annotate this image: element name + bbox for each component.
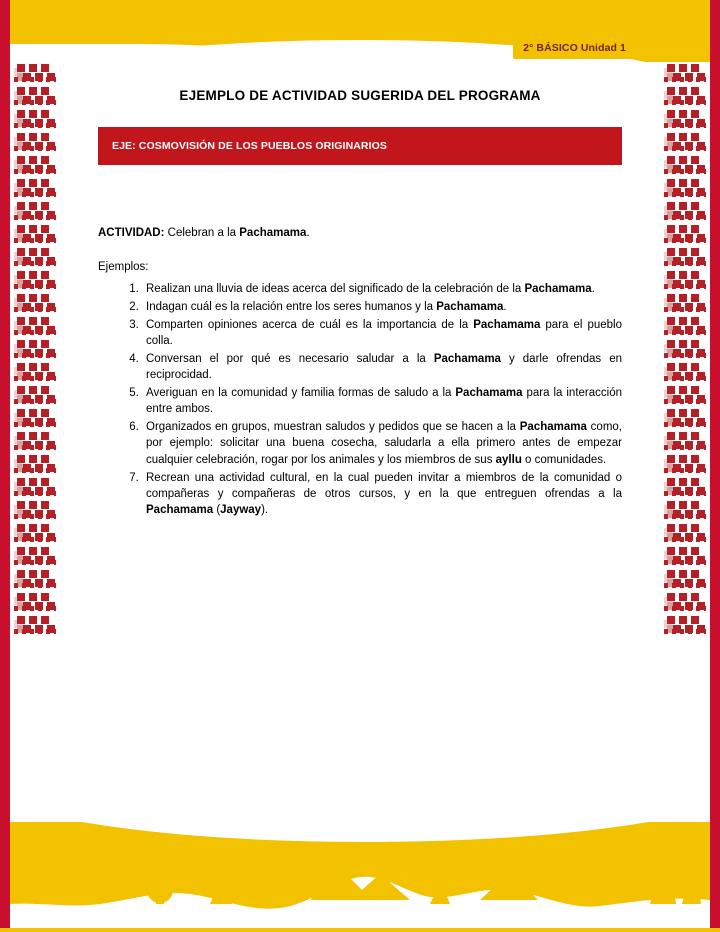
pattern-motif xyxy=(14,269,56,292)
pattern-motif xyxy=(14,545,56,568)
pattern-motif xyxy=(14,85,56,108)
pattern-motif xyxy=(664,269,706,292)
pattern-motif xyxy=(14,430,56,453)
pattern-motif xyxy=(664,522,706,545)
eje-banner: EJE: COSMOVISIÓN DE LOS PUEBLOS ORIGINARIOS xyxy=(98,127,622,165)
pattern-motif xyxy=(14,453,56,476)
example-item: 5. Averiguan en la comunidad y familia formas de saludo a la Pachamama para la interacción entre ambos. xyxy=(142,385,622,418)
pattern-motif xyxy=(664,223,706,246)
pattern-motif xyxy=(14,131,56,154)
left-decorative-pattern xyxy=(14,62,56,637)
activity-label: ACTIVIDAD: xyxy=(98,227,165,239)
footer-band xyxy=(10,822,710,932)
pattern-motif xyxy=(14,361,56,384)
pattern-motif xyxy=(14,62,56,85)
pattern-motif xyxy=(664,292,706,315)
pattern-motif xyxy=(14,476,56,499)
pattern-motif xyxy=(14,177,56,200)
pattern-motif xyxy=(14,246,56,269)
pattern-motif xyxy=(664,315,706,338)
pattern-motif xyxy=(664,591,706,614)
pattern-motif xyxy=(664,62,706,85)
left-edge-bar xyxy=(0,0,10,932)
pattern-motif xyxy=(664,614,706,637)
pattern-motif xyxy=(664,545,706,568)
example-item: 1. Realizan una lluvia de ideas acerca del significado de la celebración de la Pachamama. xyxy=(142,281,622,297)
right-edge-bar xyxy=(710,0,720,932)
pattern-motif xyxy=(664,108,706,131)
pattern-motif xyxy=(14,200,56,223)
unit-badge: 2° BÁSICO Unidad 1 xyxy=(513,38,636,59)
pattern-motif xyxy=(664,499,706,522)
document-content xyxy=(98,70,622,520)
examples-list xyxy=(98,281,622,519)
example-item: 2. Indagan cuál es la relación entre los seres humanos y la Pachamama. xyxy=(142,299,622,315)
pattern-motif xyxy=(14,568,56,591)
pattern-motif xyxy=(14,499,56,522)
activity-text-pre: Celebran a la xyxy=(164,227,240,239)
pattern-motif xyxy=(14,223,56,246)
pattern-motif xyxy=(14,591,56,614)
pattern-motif xyxy=(664,476,706,499)
pattern-motif xyxy=(664,361,706,384)
page-title: EJEMPLO DE ACTIVIDAD SUGERIDA DEL PROGRAMA xyxy=(179,88,541,103)
pattern-motif xyxy=(14,614,56,637)
pattern-motif xyxy=(14,338,56,361)
examples-label: Ejemplos: xyxy=(98,261,149,273)
example-item: 4. Conversan el por qué es necesario saludar a la Pachamama y darle ofrendas en reciprocidad. xyxy=(142,351,622,384)
example-item: 6. Organizados en grupos, muestran saludos y pedidos que se hacen a la Pachamama como, por ejemplo: solicitar una buena cosecha, saludarla a ella primero antes de empezar cualquier celebración, rogar por los animales y los miembros de sus ayllu o comunidades. xyxy=(142,419,622,468)
pattern-motif xyxy=(14,384,56,407)
pattern-motif xyxy=(14,522,56,545)
footer-bottom-rule xyxy=(0,928,720,932)
right-decorative-pattern xyxy=(664,62,706,637)
pattern-motif xyxy=(14,407,56,430)
example-item: 3. Comparten opiniones acerca de cuál es la importancia de la Pachamama para el pueblo colla. xyxy=(142,317,622,350)
pattern-motif xyxy=(14,315,56,338)
pattern-motif xyxy=(14,292,56,315)
pattern-motif xyxy=(664,384,706,407)
pattern-motif xyxy=(14,154,56,177)
pattern-motif xyxy=(664,131,706,154)
footer-landscape-silhouette xyxy=(10,860,710,932)
pattern-motif xyxy=(664,338,706,361)
pattern-motif xyxy=(664,407,706,430)
pattern-motif xyxy=(14,108,56,131)
pattern-motif xyxy=(664,200,706,223)
footer-curve xyxy=(10,822,710,842)
pattern-motif xyxy=(664,246,706,269)
activity-text-post: . xyxy=(306,227,310,239)
pattern-motif xyxy=(664,453,706,476)
example-item: 7. Recrean una actividad cultural, en la cual pueden invitar a miembros de la comunidad o compañeras y compañeras de otros cursos, y en la que entreguen ofrendas a la Pachamama (Jayway). xyxy=(142,470,622,519)
activity-line xyxy=(98,227,622,239)
pattern-motif xyxy=(664,154,706,177)
activity-text-bold: Pachamama xyxy=(239,227,307,239)
pattern-motif xyxy=(664,177,706,200)
pattern-motif xyxy=(664,568,706,591)
pattern-motif xyxy=(664,430,706,453)
pattern-motif xyxy=(664,85,706,108)
